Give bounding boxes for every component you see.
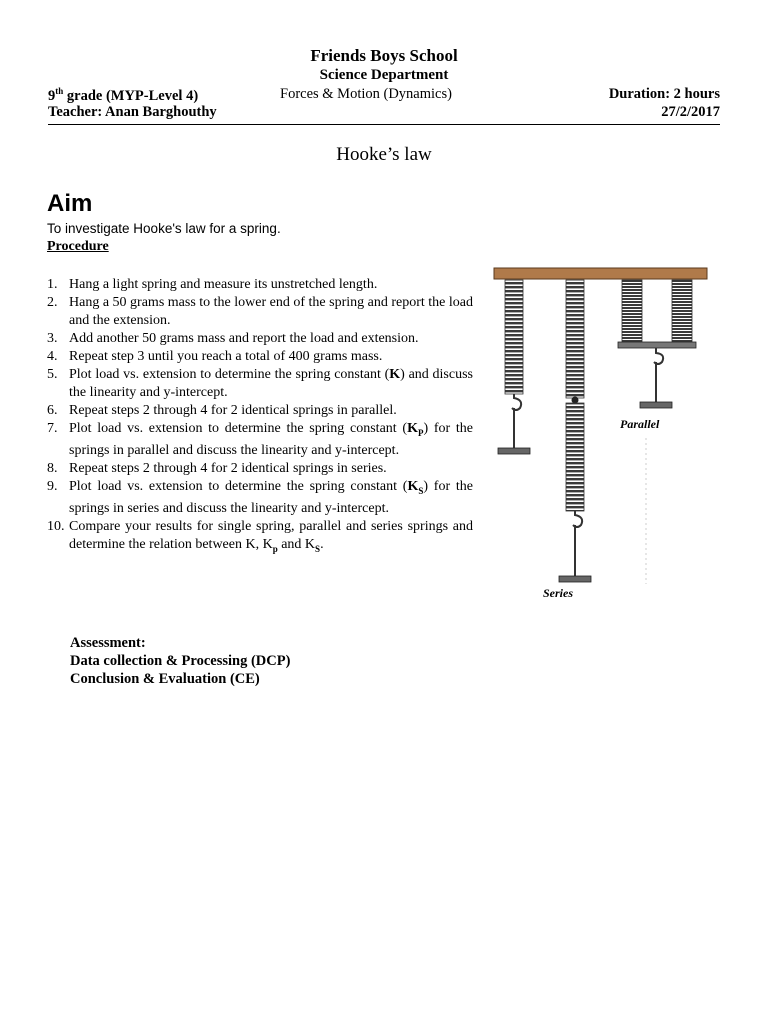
assessment-block: [70, 634, 290, 688]
list-item: 6. Repeat steps 2 through 4 for 2 identical springs in parallel.: [47, 403, 397, 418]
list-item: 1. Hang a light spring and measure its unstretched length.: [47, 277, 378, 292]
list-item: 8. Repeat steps 2 through 4 for 2 identical springs in series.: [47, 460, 387, 476]
list-item: 10. Compare your results for single spring, parallel and series springs and determine the relation between K, $K_p$ and $K_S$.: [47, 518, 473, 554]
department-name: Science Department: [319, 67, 449, 83]
teacher: Teacher: Anan Barghouthy: [48, 104, 217, 120]
assessment-heading: Assessment:: [70, 635, 146, 651]
parallel-label: Parallel: [620, 417, 660, 431]
list-item: 2. Hang a 50 grams mass to the lower end of the spring and report the load and the extension.: [47, 295, 473, 328]
header-rule: [48, 124, 720, 125]
series-springs: [559, 280, 591, 582]
spring-diagram: [490, 262, 715, 607]
page-title: Hooke’s law: [336, 144, 432, 165]
grade-level: 9th grade (MYP-Level 4): [48, 86, 199, 104]
assessment-item: Data collection & Processing (DCP): [70, 653, 291, 669]
list-item: 5. Plot load vs. extension to determine the spring constant (K) and discuss the linearity and y-intercept.: [47, 367, 473, 400]
procedure-heading: Procedure: [47, 239, 109, 254]
series-label: Series: [543, 586, 573, 600]
parallel-springs: [618, 280, 696, 584]
procedure-list: [47, 276, 473, 557]
list-item: 3. Add another 50 grams mass and report the load and extension.: [47, 331, 419, 346]
school-name: Friends Boys School: [310, 46, 458, 65]
subject: Forces & Motion (Dynamics): [280, 86, 452, 102]
list-item: 7. Plot load vs. extension to determine the spring constant $(K_P)$ for the springs in parallel and discuss the linearity and y-intercept.: [47, 421, 474, 458]
list-item: 4. Repeat step 3 until you reach a total of 400 grams mass.: [47, 349, 383, 364]
date: 27/2/2017: [661, 104, 720, 120]
aim-text: To investigate Hooke's law for a spring.: [47, 221, 281, 236]
single-spring: [498, 280, 530, 454]
aim-heading: Aim: [47, 190, 93, 217]
list-item: 9. Plot load vs. extension to determine the spring constant $(K_S)$ for the springs in series and discuss the linearity and y-intercept.: [47, 478, 473, 516]
duration: Duration: 2 hours: [608, 86, 720, 102]
assessment-item: Conclusion & Evaluation (CE): [70, 671, 260, 687]
support-beam: [494, 268, 707, 279]
